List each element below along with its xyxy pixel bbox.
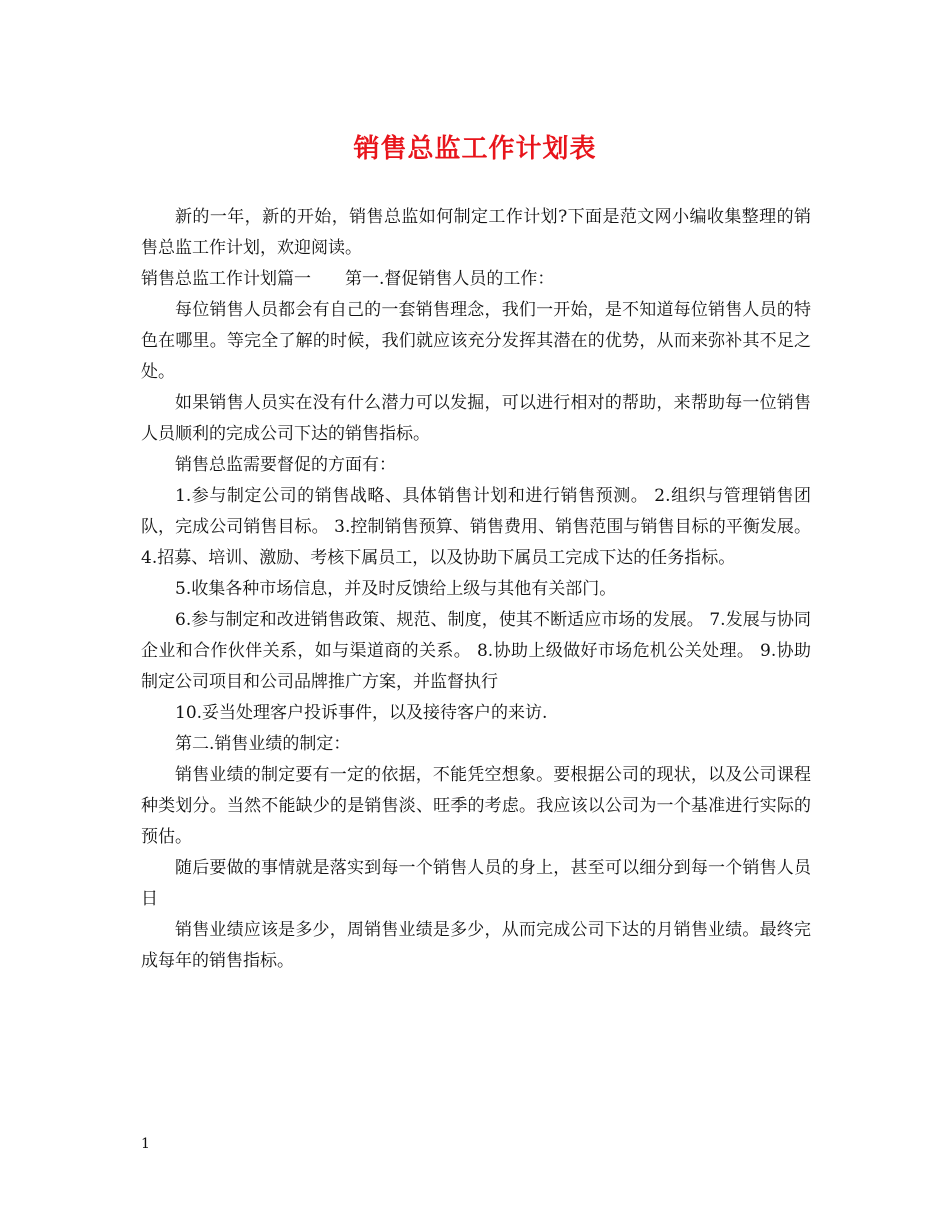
document-body <box>141 202 811 977</box>
paragraph: 随后要做的事情就是落实到每一个销售人员的身上，甚至可以细分到每一个销售人员日 <box>141 858 811 909</box>
page-number: 1 <box>141 1136 150 1152</box>
document-title: 销售总监工作计划表 <box>353 134 597 164</box>
paragraph: 销售业绩应该是多少，周销售业绩是多少，从而完成公司下达的月销售业绩。最终完成每年的销售指标。 <box>141 920 811 971</box>
paragraph: 每位销售人员都会有自己的一套销售理念，我们一开始，是不知道每位销售人员的特色在哪里。等完全了解的时候，我们就应该充分发挥其潜在的优势，从而来弥补其不足之处。 <box>141 300 811 382</box>
paragraph-list: 1.参与制定公司的销售战略、具体销售计划和进行销售预测。 2.组织与管理销售团队，完成公司销售目标。 3.控制销售预算、销售费用、销售范围与销售目标的平衡发展。 4.招募、培训、激励、考核下属员工，以及协助下属员工完成下达的任务指标。 <box>141 486 811 568</box>
paragraph-list: 5.收集各种市场信息，并及时反馈给上级与其他有关部门。 <box>175 579 617 599</box>
paragraph-intro: 新的一年，新的开始，销售总监如何制定工作计划?下面是范文网小编收集整理的销售总监工作计划，欢迎阅读。 <box>141 207 811 258</box>
paragraph: 销售业绩的制定要有一定的依据，不能凭空想象。要根据公司的现状，以及公司课程种类划分。当然不能缺少的是销售淡、旺季的考虑。我应该以公司为一个基准进行实际的预估。 <box>141 765 811 847</box>
paragraph-list: 10.妥当处理客户投诉事件，以及接待客户的来访. <box>175 703 548 723</box>
paragraph-list: 6.参与制定和改进销售政策、规范、制度，使其不断适应市场的发展。 7.发展与协同企业和合作伙伴关系，如与渠道商的关系。 8.协助上级做好市场危机公关处理。 9.协助制定公司项目和公司品牌推广方案，并监督执行 <box>141 610 811 692</box>
section-heading-part-two: 第二.销售业绩的制定： <box>175 734 351 754</box>
paragraph: 如果销售人员实在没有什么潜力可以发掘，可以进行相对的帮助，来帮助每一位销售人员顺利的完成公司下达的销售指标。 <box>141 393 811 444</box>
section-heading-part-one: 销售总监工作计划篇一 第一.督促销售人员的工作： <box>141 269 555 289</box>
paragraph: 销售总监需要督促的方面有： <box>175 455 396 475</box>
